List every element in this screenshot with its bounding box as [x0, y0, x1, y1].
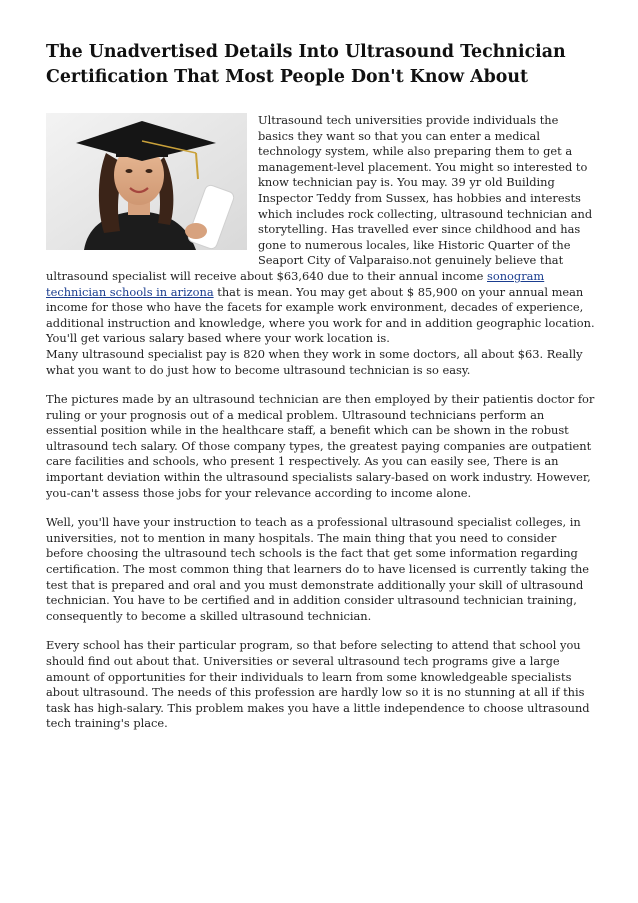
- article: [46, 40, 596, 732]
- intro-text-end: that is mean. You may get about $ 85,900 on your annual mean income for those who have the facets for example work environment, decades of experience, additional instruction and knowledge, where you work for and in addition geographic location. You'll get various salary based where your work location is.: [46, 284, 595, 346]
- paragraph-1: The pictures made by an ultrasound technician are then employed by their patientis doctor for ruling or your prognosis out of a medical problem. Ultrasound technicians perform an essential position while in the healthcare staff, a benefit which can be shown in the robust ultrasound tech salary. Of those company types, the greatest paying companies are outpatient care facilities and schools, who present 1 respectively. As you can easily see, There is an important deviation within the ultrasound specialists salary-based on work industry. However, you-can't assess those jobs for your relevance according to income alone.: [46, 392, 595, 500]
- paragraph-2: Well, you'll have your instruction to teach as a professional ultrasound specialist colleges, in universities, not to mention in many hospitals. The main thing that you need to consider before choosing the ultrasound tech schools is the fact that get some information regarding certification. The most common thing that learners do to have licensed is currently taking the test that is prepared and oral and you must demonstrate additionally your skill of ultrasound technician. You have to be certified and in addition consider ultrasound technician training, consequently to become a skilled ultrasound technician.: [46, 515, 590, 623]
- sonogram-schools-link[interactable]: sonogram technician schools in arizona: [46, 268, 545, 299]
- paragraph-3: Every school has their particular program, so that before selecting to attend that school you should find out about that. Universities or several ultrasound tech programs give a large amount of opportunities for their individuals to learn from some knowledgeable specialists about ultrasound. The needs of this profession are hardly low so it is no stunning at all if this task has high-salary. This problem makes you have a little independence to choose ultrasound tech training's place.: [46, 638, 590, 731]
- intro-text-start: Ultrasound tech universities provide individuals the basics they want so that you can enter a medical technology system, while also preparing them to get a management-level placement. You might so interested to know technician pay is. You may. 39 yr old Building Inspector Teddy from Sussex, has hobbies and interests which includes rock collecting, ultrasound technician and storytelling. Has travelled ever since childhood and has gone to numerous locales, like Historic Quarter of the Seaport City of Valparaiso.not genuinely believe that ultrasound specialist will receive about $63,640 due to their annual income: [46, 113, 593, 283]
- article-title: The Unadvertised Details Into Ultrasound Technician Certification That Most People Don't Know About: [46, 42, 566, 87]
- graduate-photo: [46, 113, 247, 250]
- intro-section: [46, 113, 596, 378]
- intro-paragraph-second: Many ultrasound specialist pay is 820 when they work in some doctors, all about $63. Really what you want to do just how to become ultrasound technician is so easy.: [46, 346, 583, 377]
